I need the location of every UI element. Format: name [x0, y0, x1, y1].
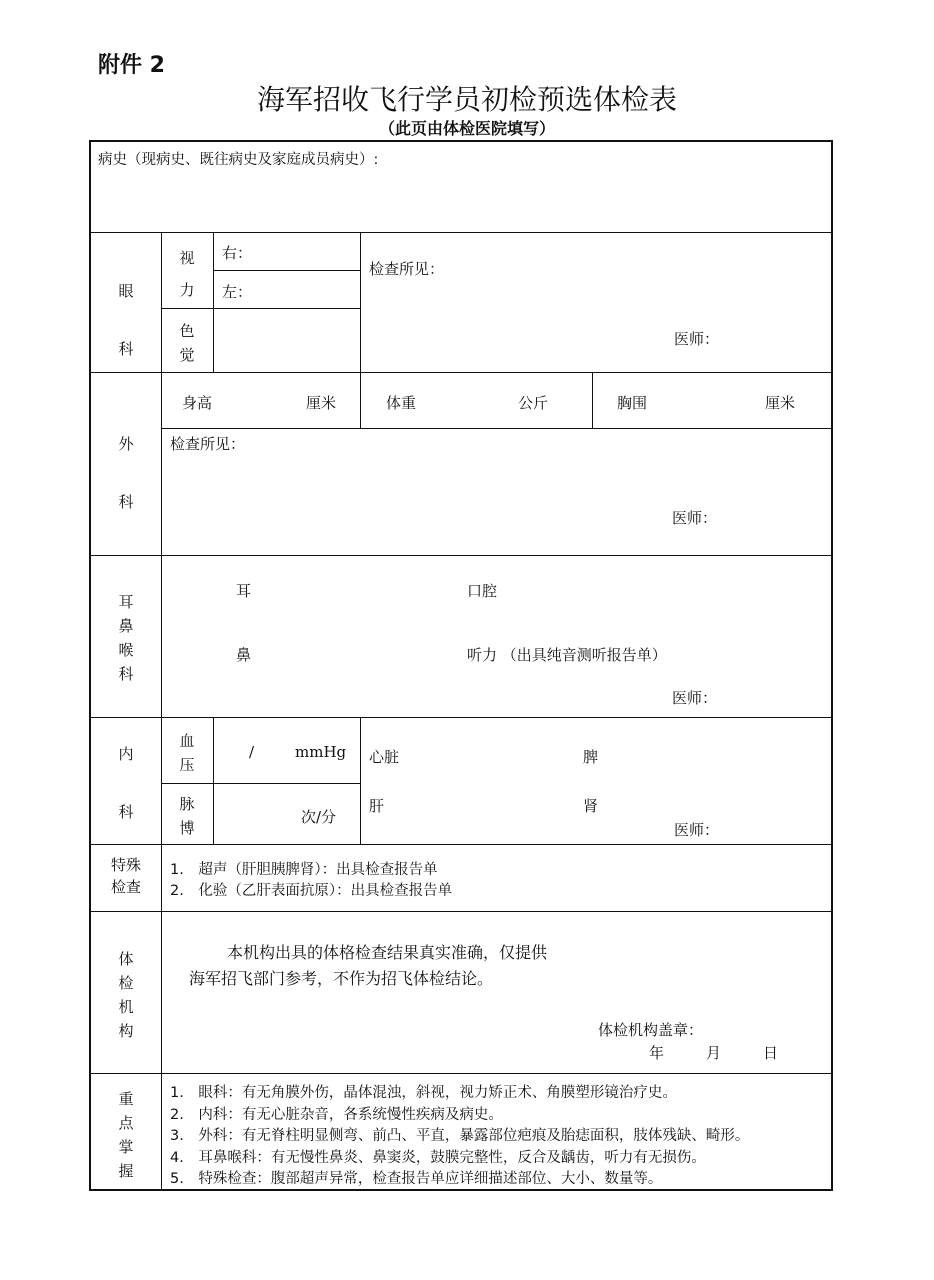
- keypoint-item-5: 5. 特殊检查：腹部超声异常，检查报告单应详细描述部位、大小、数量等。: [170, 1171, 663, 1187]
- blood-pressure-label: 血压: [179, 732, 195, 774]
- ent-doctor-label: 医师：: [672, 689, 718, 707]
- divider: [213, 232, 214, 372]
- bp-separator: /: [249, 743, 255, 761]
- divider: [161, 308, 360, 309]
- form-title: 海军招收飞行学员初检预选体检表: [256, 83, 677, 116]
- internal-doctor-label: 医师：: [674, 821, 720, 839]
- chest-unit: 厘米: [765, 394, 796, 412]
- surgery-doctor-label: 医师：: [672, 509, 718, 527]
- institution-statement-line2: 海军招飞部门参考，不作为招飞体检结论。: [189, 969, 494, 988]
- vision-label: 视力: [179, 249, 195, 299]
- divider: [360, 372, 361, 428]
- divider: [91, 232, 831, 233]
- divider: [161, 428, 831, 429]
- history-label: 病史（现病史、既往病史及家庭成员病史）:: [98, 152, 379, 168]
- weight-unit: 公斤: [518, 394, 549, 412]
- internal-section-label: 内科: [118, 745, 134, 821]
- institution-section-label: 体检机构: [118, 950, 134, 1040]
- keypoint-item-3: 3. 外科：有无脊柱明显侧弯、前凸、平直，暴露部位疤痕及胎痣面积，肢体残缺、畸形。: [170, 1128, 750, 1144]
- height-label: 身高: [182, 394, 213, 412]
- institution-stamp-label: 体检机构盖章：: [598, 1021, 704, 1039]
- divider: [161, 783, 360, 784]
- spleen-label: 脾: [583, 748, 599, 766]
- keypoints-section-label: 重点掌握: [118, 1090, 134, 1180]
- divider: [91, 844, 831, 845]
- date-month-label: 月: [706, 1044, 722, 1062]
- divider: [91, 911, 831, 912]
- chest-label: 胸围: [617, 394, 648, 412]
- annex-label: 附件 2: [98, 53, 165, 78]
- divider: [213, 717, 214, 844]
- keypoint-item-2: 2. 内科：有无心脏杂音，各系统慢性疾病及病史。: [170, 1107, 503, 1123]
- kidney-label: 肾: [583, 797, 599, 815]
- divider: [91, 372, 831, 373]
- eye-section-text: 眼科: [118, 282, 134, 358]
- exam-form-table: [89, 140, 833, 1191]
- pulse-label: 脉博: [179, 795, 195, 837]
- form-subtitle: （此页由体检医院填写）: [378, 119, 555, 138]
- weight-label: 体重: [386, 394, 417, 412]
- color-vision-label: 色觉: [179, 322, 195, 364]
- heart-label: 心脏: [369, 748, 400, 766]
- divider: [360, 232, 361, 372]
- liver-label: 肝: [369, 797, 385, 815]
- keypoint-item-1: 1. 眼科：有无角膜外伤，晶体混浊，斜视，视力矫正术、角膜塑形镜治疗史。: [170, 1085, 677, 1101]
- ear-label: 耳: [236, 582, 252, 600]
- surgery-section-label: 外科: [118, 435, 134, 511]
- ent-section-label: 耳鼻喉科: [118, 593, 134, 683]
- bp-unit: mmHg: [295, 743, 347, 761]
- special-item-2: 2. 化验（乙肝表面抗原）：出具检查报告单: [170, 883, 453, 899]
- pulse-unit: 次/分: [301, 808, 337, 826]
- divider: [91, 1073, 831, 1074]
- nose-label: 鼻: [236, 646, 252, 664]
- vision-left-label: 左：: [222, 283, 253, 301]
- divider: [592, 372, 593, 428]
- date-day-label: 日: [763, 1044, 779, 1062]
- surgery-findings-label: 检查所见：: [170, 435, 246, 453]
- eye-doctor-label: 医师：: [674, 330, 720, 348]
- vision-right-label: 右：: [222, 244, 253, 262]
- special-section-label: 特殊检查: [111, 856, 142, 896]
- date-year-label: 年: [649, 1044, 665, 1062]
- eye-findings-label: 检查所见：: [369, 260, 445, 278]
- institution-statement-line1: 本机构出具的体格检查结果真实准确，仅提供: [227, 943, 548, 962]
- eye-section-label: [101, 262, 151, 378]
- divider: [161, 232, 162, 1191]
- divider: [213, 270, 360, 271]
- mouth-label: 口腔: [467, 582, 498, 600]
- keypoint-item-4: 4. 耳鼻喉科：有无慢性鼻炎、鼻窦炎，鼓膜完整性，反合及龋齿，听力有无损伤。: [170, 1150, 706, 1166]
- height-unit: 厘米: [306, 394, 337, 412]
- divider: [360, 717, 361, 844]
- special-item-1: 1. 超声（肝胆胰脾肾）：出具检查报告单: [170, 862, 438, 878]
- divider: [91, 717, 831, 718]
- hearing-label: 听力 （出具纯音测听报告单）: [467, 646, 667, 664]
- divider: [91, 555, 831, 556]
